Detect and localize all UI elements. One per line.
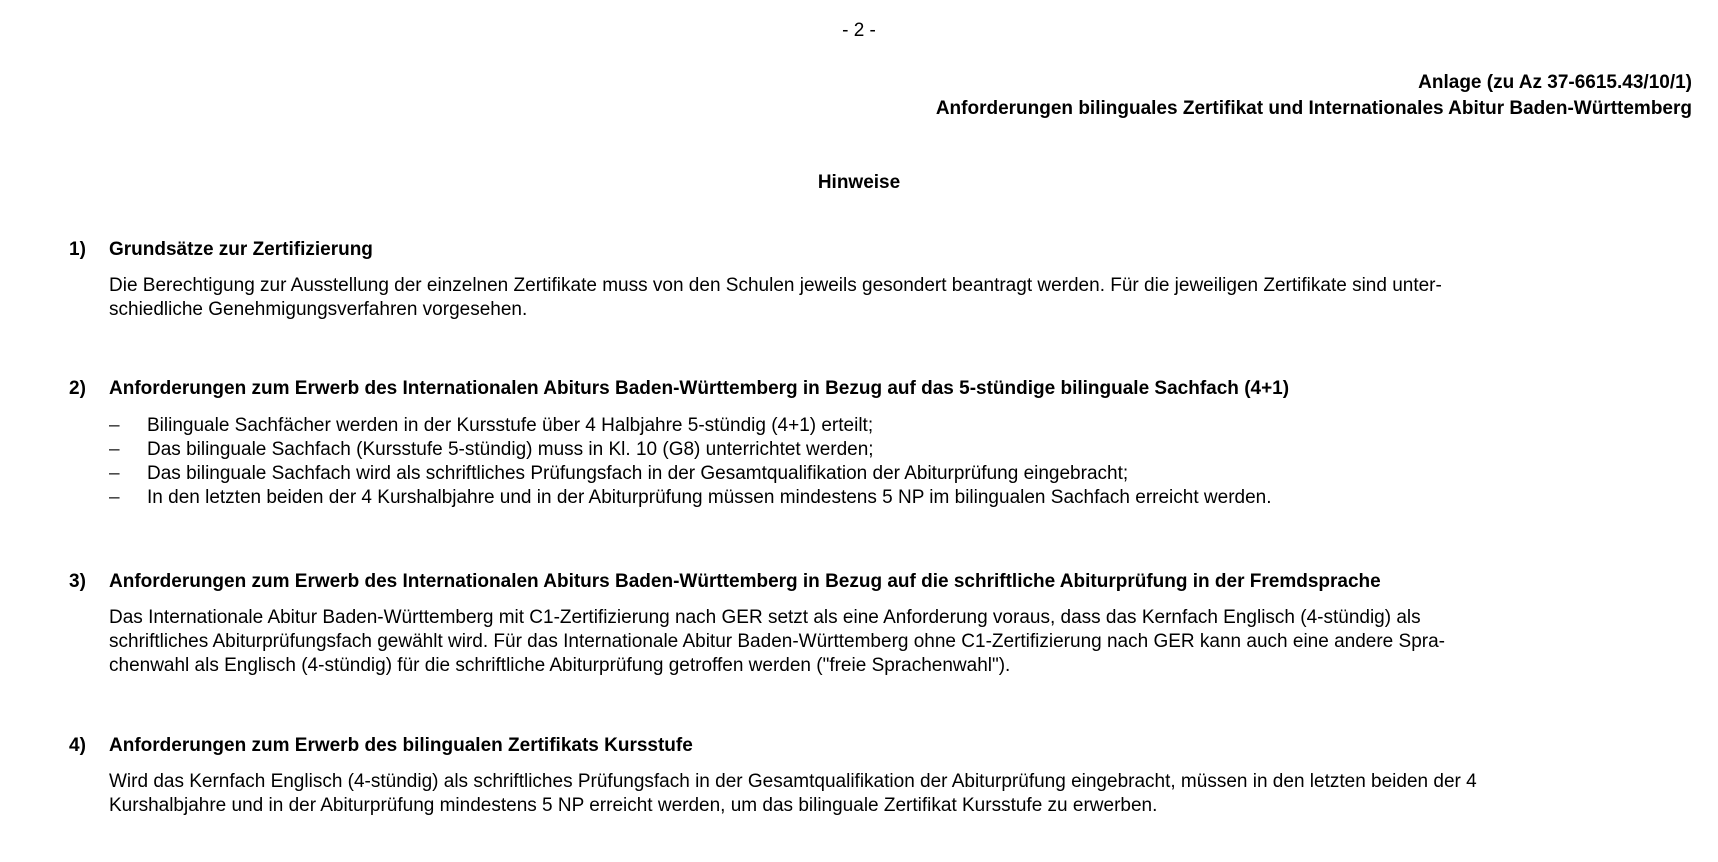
body-line: Das Internationale Abitur Baden-Württemberg mit C1-Zertifizierung nach GER setzt als eine Anforderung voraus, dass das Kernfach Englisch (4-stündig) als	[109, 607, 1421, 628]
section-title: Anforderungen zum Erwerb des Internationalen Abiturs Baden-Württemberg in Bezug auf das 5-stündige bilinguale Sachfach (4+1)	[109, 378, 1290, 399]
annex-header	[936, 70, 1692, 122]
section-title: Anforderungen zum Erwerb des bilingualen Zertifikats Kursstufe	[109, 735, 693, 756]
list-item-text: Das bilinguale Sachfach (Kursstufe 5-stündig) muss in Kl. 10 (G8) unterrichtet werden;	[147, 439, 874, 460]
requirements-list	[109, 414, 1679, 510]
body-line: Kurshalbjahre und in der Abiturprüfung mindestens 5 NP erreicht werden, um das bilinguale Zertifikat Kursstufe zu erwerben.	[109, 795, 1158, 816]
notes-heading: Hinweise	[817, 172, 901, 193]
list-item-text: Bilinguale Sachfächer werden in der Kursstufe über 4 Halbjahre 5-stündig (4+1) erteilt;	[147, 415, 874, 436]
section-number: 2)	[69, 378, 86, 399]
section-4-heading	[69, 734, 1679, 758]
dash-bullet: –	[109, 463, 120, 484]
section-3	[69, 570, 1679, 678]
list-item-text: In den letzten beiden der 4 Kurshalbjahre und in der Abiturprüfung müssen mindestens 5 NP im bilingualen Sachfach erreicht werden.	[147, 487, 1272, 508]
annex-reference: Anlage (zu Az 37-6615.43/10/1)	[1418, 72, 1692, 93]
body-line: schiedliche Genehmigungsverfahren vorgesehen.	[109, 299, 528, 320]
section-title: Grundsätze zur Zertifizierung	[109, 239, 373, 260]
list-item	[109, 438, 1679, 462]
section-3-body	[109, 606, 1679, 678]
dash-bullet: –	[109, 439, 120, 460]
section-1-body	[109, 274, 1679, 322]
section-number: 1)	[69, 239, 86, 260]
section-4	[69, 734, 1679, 818]
section-1-heading	[69, 238, 1679, 262]
list-item	[109, 462, 1679, 486]
section-2	[69, 377, 1679, 510]
page-number: - 2 -	[842, 20, 876, 41]
section-number: 3)	[69, 571, 86, 592]
section-title: Anforderungen zum Erwerb des Internationalen Abiturs Baden-Württemberg in Bezug auf die schriftliche Abiturprüfung in der Fremdsprache	[109, 571, 1381, 592]
body-line: schriftliches Abiturprüfungsfach gewählt wird. Für das Internationale Abitur Baden-Württemberg ohne C1-Zertifizierung nach GER kann auch eine andere Spra-	[109, 631, 1445, 652]
body-line: Wird das Kernfach Englisch (4-stündig) als schriftliches Prüfungsfach in der Gesamtqualifikation der Abiturprüfung eingebracht, müssen in den letzten beiden der 4	[109, 771, 1477, 792]
section-3-heading	[69, 570, 1679, 594]
dash-bullet: –	[109, 415, 120, 436]
list-item	[109, 414, 1679, 438]
section-4-body	[109, 770, 1679, 818]
list-item-text: Das bilinguale Sachfach wird als schriftliches Prüfungsfach in der Gesamtqualifikation der Abiturprüfung eingebracht;	[147, 463, 1129, 484]
body-line: chenwahl als Englisch (4-stündig) für die schriftliche Abiturprüfung getroffen werden ("freie Sprachenwahl").	[109, 655, 1011, 676]
dash-bullet: –	[109, 487, 120, 508]
annex-title: Anforderungen bilinguales Zertifikat und Internationales Abitur Baden-Württemberg	[935, 98, 1692, 119]
section-2-heading	[69, 377, 1679, 401]
section-number: 4)	[69, 735, 86, 756]
section-1	[69, 238, 1679, 322]
list-item	[109, 486, 1679, 510]
body-line: Die Berechtigung zur Ausstellung der einzelnen Zertifikate muss von den Schulen jeweils gesondert beantragt werden. Für die jeweiligen Zertifikate sind unter-	[109, 275, 1442, 296]
